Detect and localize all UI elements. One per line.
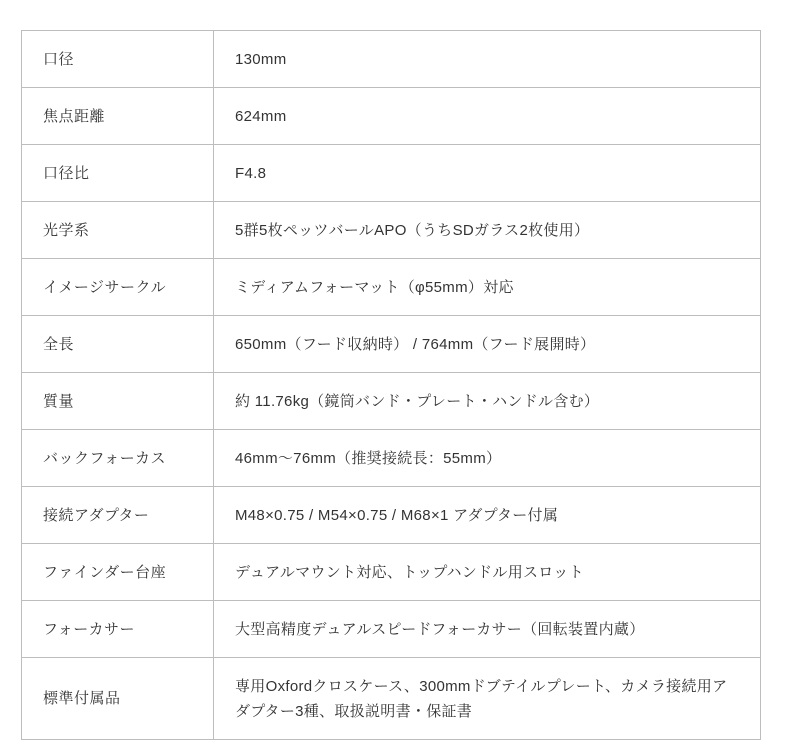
spec-value-text: 650mm（フード収納時） / 764mm（フード展開時） (235, 336, 596, 353)
spec-value (214, 31, 760, 87)
table-row (22, 31, 760, 88)
spec-table (21, 30, 761, 740)
spec-value-text: 大型高精度デュアルスピードフォーカサー（回転装置内蔵） (235, 621, 645, 638)
spec-value (214, 373, 760, 429)
spec-value-text: 46mm〜76mm（推奨接続長：55mm） (235, 450, 502, 467)
spec-value (214, 316, 760, 372)
spec-label: 接続アダプター (22, 487, 214, 543)
table-row (22, 259, 760, 316)
table-row (22, 88, 760, 145)
spec-label: 標準付属品 (22, 658, 214, 739)
table-row (22, 601, 760, 658)
spec-label: 焦点距離 (22, 88, 214, 144)
spec-value (214, 145, 760, 201)
spec-label: ファインダー台座 (22, 544, 214, 600)
spec-value (214, 88, 760, 144)
table-row (22, 430, 760, 487)
spec-value-text: 5群5枚ペッツバールAPO（うちSDガラス2枚使用） (235, 222, 590, 239)
spec-label: 光学系 (22, 202, 214, 258)
table-row (22, 145, 760, 202)
table-row (22, 202, 760, 259)
spec-value-text: 専用Oxfordクロスケース、300mmドブテイルプレート、カメラ接続用アダプター3種、取扱説明書・保証書 (235, 678, 728, 720)
spec-value (214, 658, 760, 739)
spec-value-text: 624mm (235, 108, 287, 125)
spec-value-text: 130mm (235, 51, 287, 68)
spec-label: バックフォーカス (22, 430, 214, 486)
spec-value-text: M48×0.75 / M54×0.75 / M68×1 アダプター付属 (235, 507, 559, 524)
spec-label: 口径 (22, 31, 214, 87)
spec-value-text: 約 11.76kg（鏡筒バンド・プレート・ハンドル含む） (235, 393, 600, 410)
spec-label: 質量 (22, 373, 214, 429)
spec-value (214, 259, 760, 315)
spec-label: フォーカサー (22, 601, 214, 657)
spec-value-text: F4.8 (235, 165, 267, 182)
spec-label: 口径比 (22, 145, 214, 201)
spec-value (214, 487, 760, 543)
table-row (22, 658, 760, 739)
spec-label: イメージサークル (22, 259, 214, 315)
table-row (22, 316, 760, 373)
spec-value-text: ミディアムフォーマット（φ55mm）対応 (235, 279, 514, 296)
spec-value (214, 544, 760, 600)
table-row (22, 487, 760, 544)
spec-value (214, 430, 760, 486)
spec-value (214, 601, 760, 657)
table-row (22, 544, 760, 601)
spec-label: 全長 (22, 316, 214, 372)
table-row (22, 373, 760, 430)
spec-value-text: デュアルマウント対応、トップハンドル用スロット (235, 564, 584, 581)
spec-value (214, 202, 760, 258)
